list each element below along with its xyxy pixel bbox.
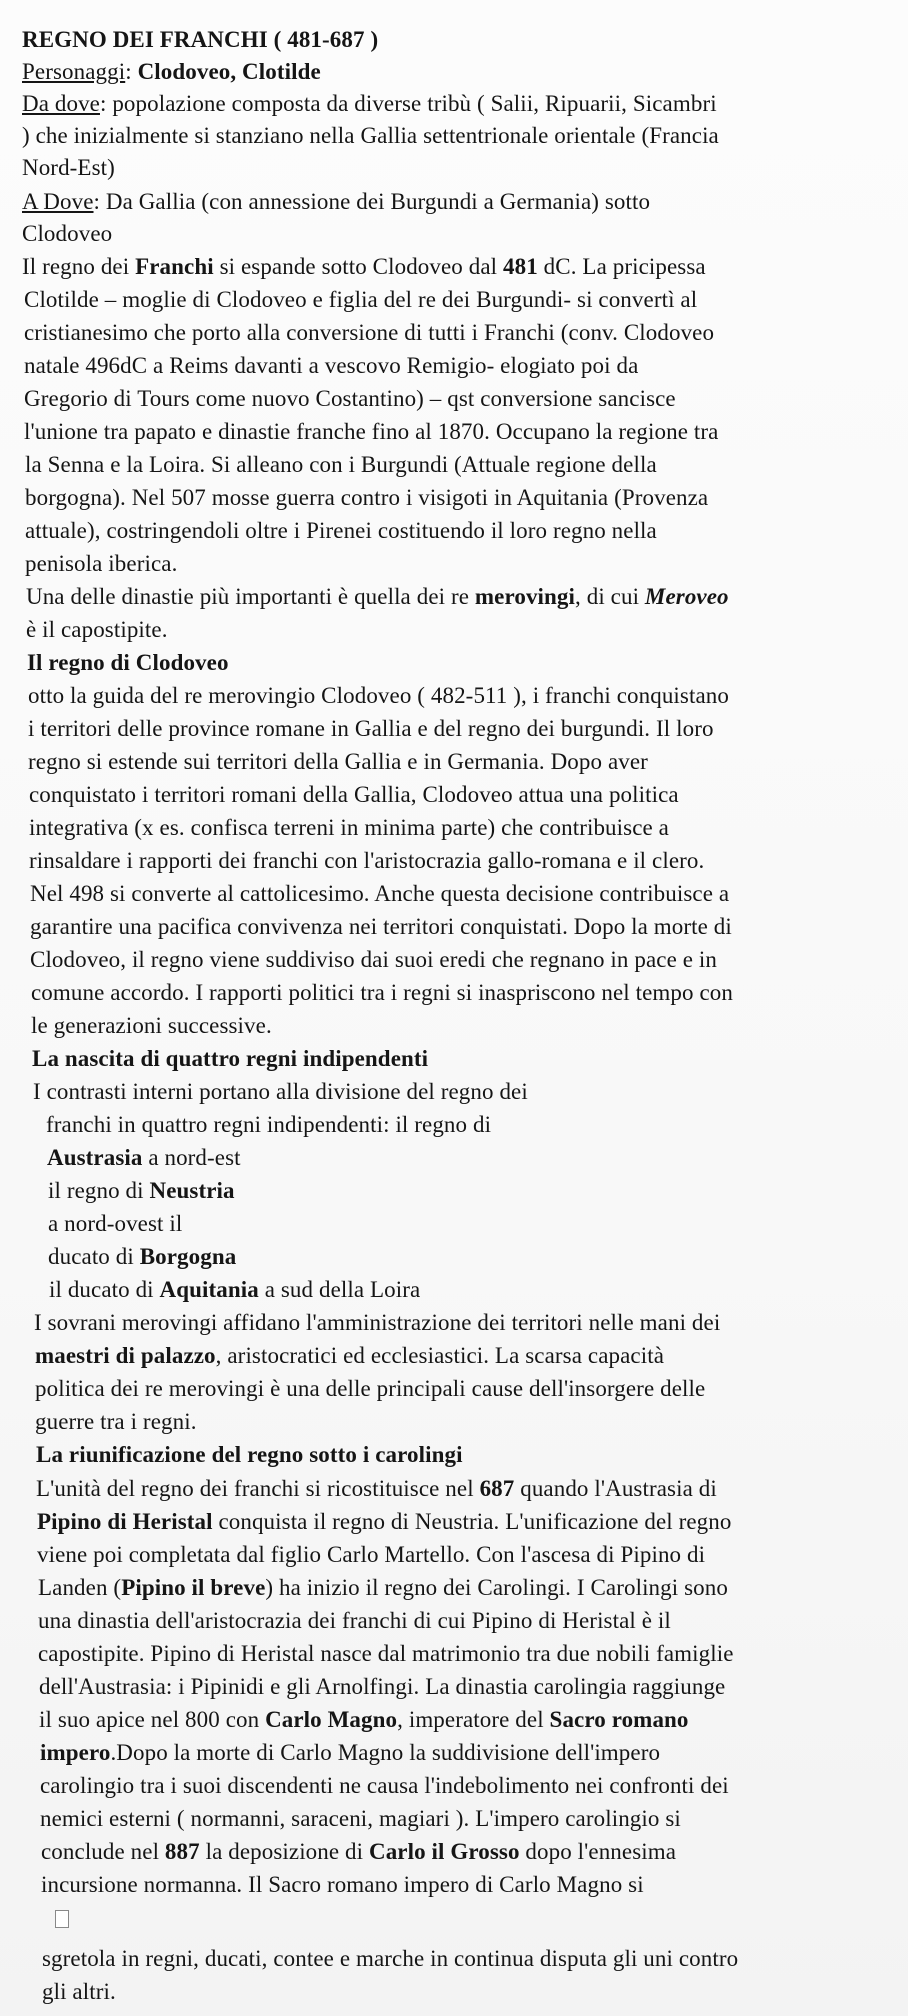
clodoveo-line-2: i territori delle province romane in Gallia e del regno dei burgundi. Il loro xyxy=(28,716,714,741)
intro-bold-italic: Meroveo xyxy=(644,584,729,609)
quattro-text: ducato di xyxy=(48,1244,140,1269)
carolingi-line-6: capostipite. Pipino di Heristal nasce dal matrimonio tra due nobili famiglie xyxy=(38,1641,734,1666)
intro-text: si espande sotto Clodoveo dal xyxy=(213,254,504,279)
personaggi-sep: : xyxy=(125,59,138,84)
clodoveo-line-11: le generazioni successive. xyxy=(31,1013,272,1038)
da-dove-label: Da dove xyxy=(22,91,100,116)
intro-line-9: attuale), costringendoli oltre i Pirenei costituendo il loro regno nella xyxy=(25,518,657,543)
a-dove-line-1 xyxy=(22,187,650,217)
quattro-line-4 xyxy=(48,1176,235,1206)
carolingi-text: L'unità del regno dei franchi si ricostituisce nel xyxy=(36,1476,480,1501)
quattro-line-2: franchi in quattro regni indipendenti: il regno di xyxy=(46,1112,492,1137)
quattro-bold: Austrasia xyxy=(47,1145,143,1170)
carolingi-line-5: una dinastia dell'aristocrazia dei franchi di cui Pipino di Heristal è il xyxy=(38,1608,671,1633)
missing-glyph-box xyxy=(55,1910,69,1928)
personaggi-value: Clodoveo, Clotilde xyxy=(137,59,321,84)
carolingi-bold: Pipino di Heristal xyxy=(37,1509,213,1534)
carolingi-line-10: carolingio tra i suoi discendenti ne causa l'indebolimento nei confronti dei xyxy=(40,1773,729,1798)
clodoveo-line-5: integrativa (x es. confisca terreni in minima parte) che contribuisce a xyxy=(29,815,669,840)
carolingi-text: la deposizione di xyxy=(199,1839,369,1864)
carolingi-line-8 xyxy=(39,1705,689,1735)
carolingi-line-7: dell'Austrasia: i Pipinidi e gli Arnolfingi. La dinastia carolingia raggiunge xyxy=(39,1674,726,1699)
intro-line-12: è il capostipite. xyxy=(26,617,168,642)
carolingi-line-12 xyxy=(41,1837,676,1867)
carolingi-text: .Dopo la morte di Carlo Magno la suddivisione dell'impero xyxy=(110,1740,661,1765)
a-dove-line-2: Clodoveo xyxy=(22,221,113,246)
carolingi-text: conquista il regno di Neustria. L'unificazione del regno xyxy=(212,1509,732,1534)
section-heading-carolingi: La riunificazione del regno sotto i carolingi xyxy=(36,1442,463,1467)
personaggi-label: Personaggi xyxy=(22,59,126,84)
carolingi-line-3: viene poi completata dal figlio Carlo Martello. Con l'ascesa di Pipino di xyxy=(37,1542,706,1567)
carolingi-line-15: gli altri. xyxy=(42,1979,116,2004)
a-dove-label: A Dove xyxy=(22,189,94,214)
intro-bold: 481 xyxy=(503,254,538,279)
da-dove-line-2: ) che inizialmente si stanziano nella Gallia settentrionale orientale (Francia xyxy=(22,123,719,148)
carolingi-line-2 xyxy=(37,1507,731,1537)
quattro-line-8: I sovrani merovingi affidano l'amministrazione dei territori nelle mani dei xyxy=(34,1310,721,1335)
carolingi-text: conclude nel xyxy=(41,1839,165,1864)
carolingi-text: Landen ( xyxy=(38,1575,122,1600)
carolingi-text: il suo apice nel 800 con xyxy=(39,1707,266,1732)
clodoveo-line-8: garantire una pacifica convivenza nei territori conquistati. Dopo la morte di xyxy=(30,914,732,939)
quattro-text: a nord-est xyxy=(142,1145,241,1170)
intro-line-11 xyxy=(26,582,729,612)
intro-bold: merovingi xyxy=(474,584,576,609)
clodoveo-line-1: otto la guida del re merovingio Clodoveo ( 482-511 ), i franchi conquistano xyxy=(28,683,729,708)
carolingi-bold: Carlo Magno xyxy=(265,1707,398,1732)
carolingi-line-14: sgretola in regni, ducati, contee e marche in continua disputa gli uni contro xyxy=(42,1946,739,1971)
quattro-bold: Borgogna xyxy=(139,1244,237,1269)
quattro-text: il regno di xyxy=(48,1178,150,1203)
quattro-line-1: I contrasti interni portano alla divisione del regno dei xyxy=(33,1079,528,1104)
quattro-bold: maestri di palazzo xyxy=(35,1343,216,1368)
intro-line-7: la Senna e la Loira. Si alleano con i Burgundi (Attuale regione della xyxy=(25,452,657,477)
quattro-text: a sud della Loira xyxy=(258,1277,421,1302)
carolingi-bold: 687 xyxy=(479,1476,515,1501)
carolingi-bold: Sacro romano xyxy=(549,1707,689,1732)
clodoveo-line-6: rinsaldare i rapporti dei franchi con l'aristocrazia gallo-romana e il clero. xyxy=(29,848,705,873)
clodoveo-line-7: Nel 498 si converte al cattolicesimo. Anche questa decisione contribuisce a xyxy=(30,881,730,906)
intro-line-10: penisola iberica. xyxy=(25,551,178,576)
page-title: REGNO DEI FRANCHI ( 481-687 ) xyxy=(22,27,379,52)
section-heading-quattro-regni: La nascita di quattro regni indipendenti xyxy=(32,1046,429,1071)
carolingi-line-11: nemici esterni ( normanni, saraceni, magiari ). L'impero carolingio si xyxy=(40,1806,681,1831)
carolingi-text: quando l'Austrasia di xyxy=(514,1476,717,1501)
quattro-text: , aristocratici ed ecclesiastici. La scarsa capacità xyxy=(215,1343,665,1368)
clodoveo-line-4: conquistato i territori romani della Gallia, Clodoveo attua una politica xyxy=(29,782,679,807)
intro-text: , di cui xyxy=(575,584,645,609)
carolingi-bold: Pipino il breve xyxy=(121,1575,266,1600)
section-heading-clodoveo: Il regno di Clodoveo xyxy=(27,650,229,675)
quattro-line-11: guerre tra i regni. xyxy=(35,1409,197,1434)
carolingi-bold: 887 xyxy=(164,1839,200,1864)
quattro-line-7 xyxy=(49,1275,420,1305)
intro-line-5: Gregorio di Tours come nuovo Costantino) – qst conversione sancisce xyxy=(24,386,676,411)
a-dove-text: : Da Gallia (con annessione dei Burgundi a Germania) sotto xyxy=(93,189,651,214)
quattro-line-3 xyxy=(47,1143,241,1173)
carolingi-line-9 xyxy=(40,1738,660,1768)
quattro-bold: Neustria xyxy=(149,1178,235,1203)
carolingi-bold: Carlo il Grosso xyxy=(368,1839,520,1864)
intro-line-8: borgogna). Nel 507 mosse guerra contro i visigoti in Aquitania (Provenza xyxy=(25,485,709,510)
quattro-text: il ducato di xyxy=(49,1277,160,1302)
intro-bold: Franchi xyxy=(135,254,214,279)
intro-text: dC. La pricipessa xyxy=(537,254,706,279)
intro-text: Una delle dinastie più importanti è quella dei re xyxy=(26,584,475,609)
quattro-line-6 xyxy=(48,1242,236,1272)
personaggi-line xyxy=(22,57,321,87)
da-dove-line-3: Nord-Est) xyxy=(22,155,115,180)
intro-line-1 xyxy=(22,252,706,282)
clodoveo-line-10: comune accordo. I rapporti politici tra i regni si inaspriscono nel tempo con xyxy=(31,980,733,1005)
clodoveo-line-9: Clodoveo, il regno viene suddiviso dai suoi eredi che regnano in pace e in xyxy=(30,947,717,972)
carolingi-bold: impero xyxy=(40,1740,111,1765)
intro-line-6: l'unione tra papato e dinastie franche fino al 1870. Occupano la regione tra xyxy=(24,419,719,444)
quattro-line-10: politica dei re merovingi è una delle principali cause dell'insorgere delle xyxy=(35,1376,706,1401)
intro-line-4: natale 496dC a Reims davanti a vescovo Remigio- elogiato poi da xyxy=(24,353,639,378)
carolingi-text: , imperatore del xyxy=(397,1707,550,1732)
clodoveo-line-3: regno si estende sui territori della Gallia e in Germania. Dopo aver xyxy=(28,749,648,774)
da-dove-text: : popolazione composta da diverse tribù ( Salii, Ripuarii, Sicambri xyxy=(99,91,717,116)
carolingi-line-1 xyxy=(36,1474,717,1504)
quattro-line-9 xyxy=(35,1341,664,1371)
carolingi-text: ) ha inizio il regno dei Carolingi. I Carolingi sono xyxy=(265,1575,728,1600)
quattro-line-5: a nord-ovest il xyxy=(48,1211,183,1236)
carolingi-text: dopo l'ennesima xyxy=(519,1839,677,1864)
da-dove-line-1 xyxy=(22,89,717,119)
carolingi-line-13: incursione normanna. Il Sacro romano impero di Carlo Magno si xyxy=(41,1872,644,1897)
quattro-bold: Aquitania xyxy=(159,1277,259,1302)
intro-text: Il regno dei xyxy=(22,254,136,279)
carolingi-line-4 xyxy=(38,1573,728,1603)
intro-line-2: Clotilde – moglie di Clodoveo e figlia del re dei Burgundi- si convertì al xyxy=(24,287,698,312)
intro-line-3: cristianesimo che porto alla conversione di tutti i Franchi (conv. Clodoveo xyxy=(24,320,715,345)
